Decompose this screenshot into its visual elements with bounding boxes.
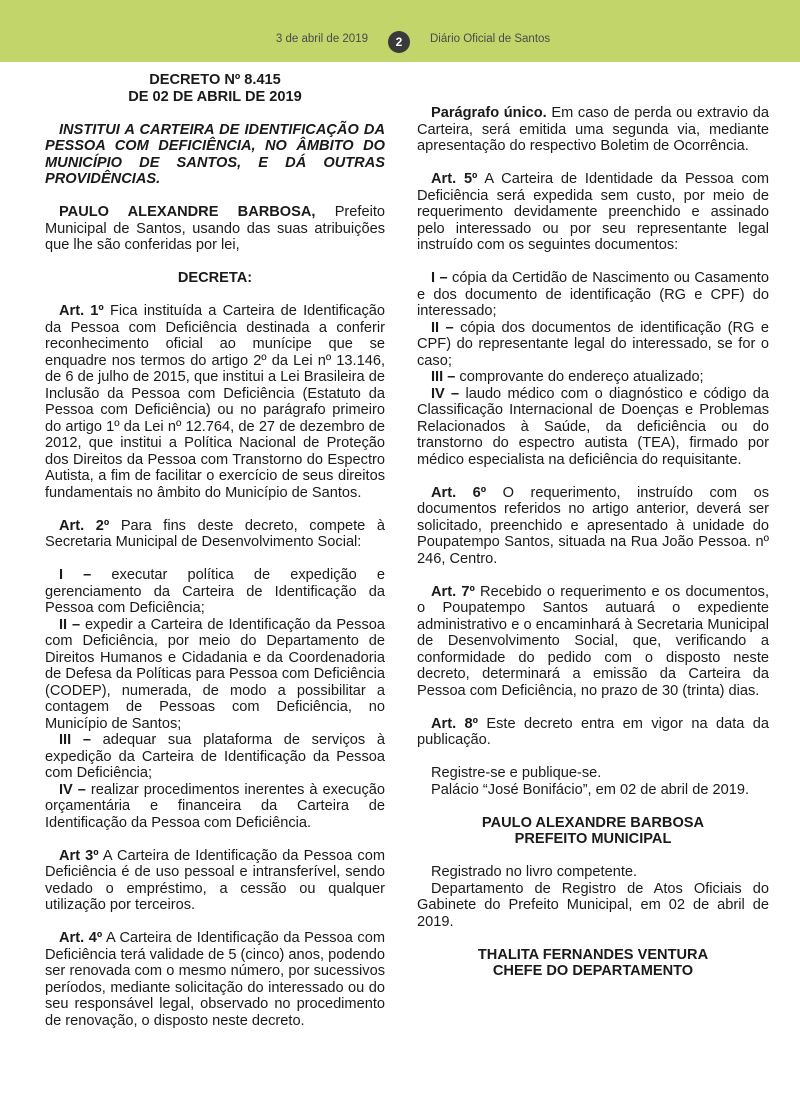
item-text: realizar procedimentos inerentes à execução orçamentária e financeira da Carteira de Identificação da Pessoa com Deficiência. <box>45 781 385 831</box>
item-text: laudo médico com o diagnóstico e código da Classificação Internacional de Doenças e Problemas Relacionados à Saúde, da deficiência ou do transtorno do espectro autista (TEA), firmado por médico especialista na deficiência do requisitante. <box>417 385 769 468</box>
header-date: 3 de abril de 2019 <box>275 33 368 45</box>
item-text: expedir a Carteira de Identificação da Pessoa com Deficiência, por meio do Departamento de Direitos Humanos e Cidadania e da Coordenadoria de Defesa da Políticas para Pessoa com Deficiência (CODEP), numerada, de modo a possibilitar a contagem de Pessoas com Deficiência, no Município de Santos; <box>45 616 386 732</box>
decree-title-line2: DE 02 DE ABRIL DE 2019 <box>128 88 302 105</box>
article-5-text: A Carteira de Identidade da Pessoa com Deficiência será expedida sem custo, por meio de requerimento devidamente preenchido e assinado pelo interessado ou por seu representante legal instruído com os seguintes documentos: <box>417 171 770 253</box>
signer-1-role: PREFEITO MUNICIPAL <box>514 831 672 847</box>
article-8 <box>417 716 769 749</box>
closing-place-date: Palácio “José Bonifácio”, em 02 de abril de 2019. <box>431 781 750 798</box>
article-4-text: A Carteira de Identificação da Pessoa com Deficiência terá validade de 5 (cinco) anos, podendo ser renovada com o mesmo número, por sucessivos períodos, mediante solicitação do interessado ou do seu responsável legal, observado no procedimento de renovação, o disposto neste decreto. <box>45 930 385 1029</box>
signer-2-name: THALITA FERNANDES VENTURA <box>477 946 709 963</box>
right-column <box>417 72 769 980</box>
article-5 <box>417 171 769 254</box>
article-6 <box>417 485 769 568</box>
item-text: comprovante do endereço atualizado; <box>459 369 704 385</box>
article-5-item <box>417 386 769 469</box>
article-7-text: Recebido o requerimento e os documentos, o Poupatempo Santos autuará o expediente administrativo e o encaminhará à Secretaria Municipal de Desenvolvimento Social, que, verificando a conformidade do pedido com o disposto neste decreto, determinará a emissão da Carteira da Pessoa com Deficiência, no prazo de 30 (trinta) dias. <box>417 583 770 699</box>
closing-publish: Registre-se e publique-se. <box>431 765 602 781</box>
decreta-heading: DECRETA: <box>177 270 253 286</box>
item-label: IV – <box>59 781 86 798</box>
article-8-label: Art. 8º <box>431 715 478 732</box>
item-text: cópia dos documentos de identificação (RG e CPF) do representante legal do interessado, se for o caso; <box>417 319 769 369</box>
header-publication-title: Diário Oficial de Santos <box>430 33 551 45</box>
article-1 <box>45 303 385 501</box>
item-label: I – <box>59 567 92 583</box>
item-label: II – <box>431 319 454 336</box>
article-6-text: O requerimento, instruído com os documentos referidos no artigo anterior, deverá ser solicitado, preenchido e apresentado à unidade do Poupatempo Santos, situada na Rua João Pessoa. nº 246, Centro. <box>417 484 769 567</box>
paragrafo-unico-label: Parágrafo único. <box>431 105 547 121</box>
article-7-label: Art. 7º <box>431 583 475 600</box>
article-2-item <box>45 732 385 782</box>
article-3-label: Art 3º <box>59 847 99 864</box>
article-4 <box>45 930 385 1029</box>
item-label: II – <box>59 616 81 633</box>
article-3-text: A Carteira de Identificação da Pessoa com Deficiência é de uso pessoal e intransferível, sendo vedado o empréstimo, a cessão ou qualquer utilização por terceiros. <box>45 847 385 913</box>
item-text: executar política de expedição e gerenciamento da Carteira de Identificação da Pessoa com Deficiência; <box>45 567 385 616</box>
signer-2-role: CHEFE DO DEPARTAMENTO <box>492 963 694 979</box>
article-7 <box>417 584 769 700</box>
article-1-text: Fica instituída a Carteira de Identificação da Pessoa com Deficiência destinada a conferir reconhecimento oficial ao munícipe que se enquadre nos termos do artigo 2º da Lei nº 13.146, de 6 de julho de 2015, que institui a Lei Brasileira de Inclusão da Pessoa com Deficiência (Estatuto da Pessoa com Deficiência) ou no parágrafo primeiro do artigo 1º da Lei nº 12.764, de 27 de dezembro de 2012, que institui a Política Nacional de Proteção dos Direitos da Pessoa com Transtorno do Espectro Autista, a fim de facilitar o exercício de seus direitos fundamentais no âmbito do Município de Santos. <box>45 303 386 501</box>
item-text: cópia da Certidão de Nascimento ou Casamento e dos documento de identificação (RG e CPF) do interessado; <box>417 270 769 319</box>
item-label: III – <box>59 732 91 748</box>
preamble <box>45 204 385 254</box>
article-2-label: Art. 2º <box>59 517 110 534</box>
registry-note: Registrado no livro competente. <box>431 864 638 880</box>
article-8-text: Este decreto entra em vigor na data da publicação. <box>417 715 769 748</box>
article-5-label: Art. 5º <box>431 171 478 187</box>
preamble-text: Prefeito Municipal de Santos, usando das suas atribuições que lhe são conferidas por lei, <box>45 204 385 253</box>
page-number-badge: 2 <box>388 31 410 53</box>
article-1-label: Art. 1º <box>59 303 104 319</box>
decree-ementa: INSTITUI A CARTEIRA DE IDENTIFICAÇÃO DA PESSOA COM DEFICIÊNCIA, NO ÂMBITO DO MUNICÍPIO DE SANTOS, E DÁ OUTRAS PROVIDÊNCIAS. <box>45 121 385 187</box>
article-3 <box>45 848 385 914</box>
item-label: III – <box>431 369 456 385</box>
article-2-item <box>45 567 385 617</box>
item-label: I – <box>431 270 448 286</box>
preamble-name: PAULO ALEXANDRE BARBOSA, <box>59 204 316 220</box>
left-column <box>45 72 385 1029</box>
article-5-item <box>417 320 769 370</box>
registry-department: Departamento de Registro de Atos Oficiais do Gabinete do Prefeito Municipal, em 02 de abril de 2019. <box>417 880 769 930</box>
article-2-item <box>45 782 385 832</box>
item-label: IV – <box>431 385 460 402</box>
article-2 <box>45 518 385 551</box>
article-5-item <box>417 270 769 320</box>
paragrafo-unico <box>417 105 769 155</box>
signer-1-name: PAULO ALEXANDRE BARBOSA <box>481 814 705 831</box>
decree-title-line1: DECRETO Nº 8.415 <box>149 72 281 88</box>
item-text: adequar sua plataforma de serviços à expedição da Carteira de Identificação da Pessoa com Deficiência; <box>45 732 385 781</box>
article-4-label: Art. 4º <box>59 930 103 946</box>
article-2-item <box>45 617 385 733</box>
article-5-item <box>417 369 769 386</box>
paragrafo-unico-text: Em caso de perda ou extravio da Carteira, será emitida uma segunda via, mediante apresentação do respectivo Boletim de Ocorrência. <box>417 105 769 154</box>
article-2-text: Para fins deste decreto, compete à Secretaria Municipal de Desenvolvimento Social: <box>45 517 385 550</box>
article-6-label: Art. 6º <box>431 484 487 501</box>
